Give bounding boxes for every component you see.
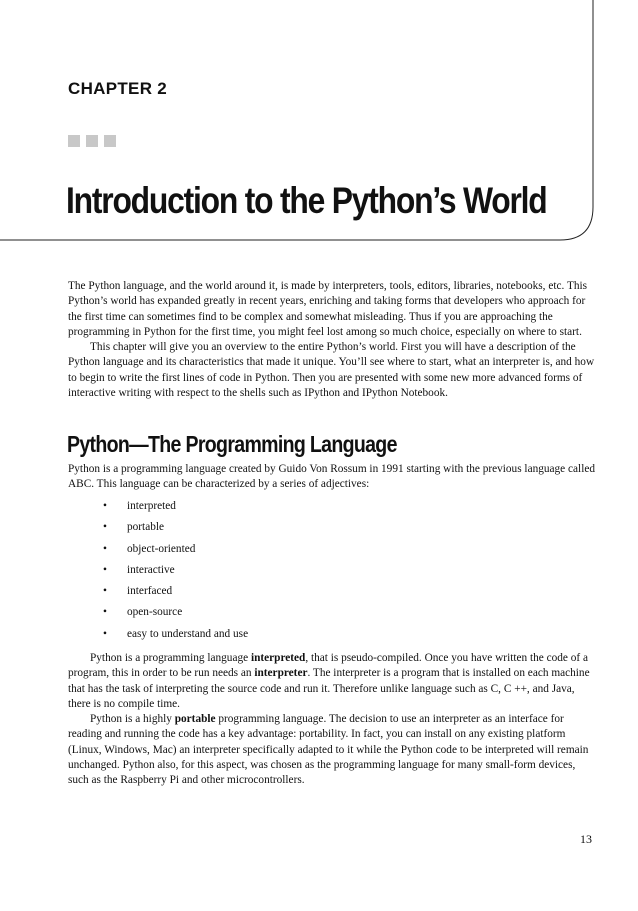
intro-paragraph: This chapter will give you an overview to the entire Python’s world. First you will have a description of the Python language and its characteristics that made it unique. You’ll see where to start, what an interpreter is, and how to begin to write the first lines of code in Python. Then you are presented with some new more advanced forms of interactive writing with respect to the shells such as IPython and IPython Notebook. [68, 341, 595, 400]
emphasis-term: portable [174, 713, 216, 726]
list-item [103, 500, 248, 521]
list-item [103, 606, 248, 627]
interpreted-paragraph [68, 651, 596, 712]
bullet-icon: • [103, 521, 107, 534]
list-item-label: open-source [127, 606, 183, 619]
section-intro-text [68, 462, 596, 493]
list-item-label: interactive [127, 563, 175, 576]
list-item [103, 521, 248, 542]
portable-paragraph [68, 712, 596, 788]
text-run: . The interpreter is a program that is installed on each machine that has the task of interpreting the source code and run it. Therefore unlike language such as C, C ++, and Java, there is no compile time. [68, 667, 590, 710]
emphasis-term: interpreted [250, 652, 306, 664]
section-intro-paragraph: Python is a programming language created by Guido Von Rossum in 1991 starting with the previous language called ABC. This language can be characterized by a series of adjectives: [68, 463, 595, 491]
bullet-icon: • [103, 500, 107, 512]
list-item [103, 543, 248, 564]
list-item-label: interpreted [127, 500, 176, 512]
intro-paragraph: The Python language, and the world around it, is made by interpreters, tools, editors, libraries, notebooks, etc. This Python’s world has expanded greatly in recent years, enriching and taking forms that developers who approach for the first time can sometimes find to be complex and somewhat misleading. Thus if you are approaching the programming in Python for the first time, you might feel lost among so much choice, especially on where to start. [68, 280, 588, 338]
bullet-icon: • [103, 563, 107, 576]
ornament-square [104, 135, 116, 147]
section-body-text [68, 651, 596, 789]
bullet-icon: • [103, 542, 107, 555]
text-run: programming language. The decision to use an interpreter as an interface for reading and running the code has a key advantage: portability. In fact, you can install on any existing platform (Linux, Windows, Mac) an interpreter specifically adapted to it while the Python code to be interpreted will remain unchanged. Python also, for this aspect, was chosen as the programming language for many small-form devices, such as the Raspberry Pi and other microcontrollers. [68, 713, 589, 787]
list-item [103, 628, 248, 649]
text-run: Python is a highly [90, 713, 175, 726]
bullet-icon: • [103, 585, 107, 598]
adjective-list [103, 500, 248, 649]
list-item [103, 564, 248, 585]
bullet-icon: • [103, 627, 107, 640]
chapter-label: CHAPTER 2 [68, 79, 168, 98]
bullet-icon: • [103, 606, 107, 619]
emphasis-term: interpreter [254, 667, 308, 680]
section-heading: Python—The Programming Language [67, 431, 397, 457]
list-item-label: interfaced [127, 585, 173, 598]
list-item-label: object-oriented [127, 542, 196, 555]
chapter-title: Introduction to the Python’s World [66, 180, 547, 221]
list-item-label: easy to understand and use [127, 627, 249, 640]
text-run: Python is a programming language [90, 652, 251, 664]
ornament-square [68, 135, 80, 147]
text-run: , that is pseudo-compiled. Once you have written the code of a program, this in order to be run needs an [68, 652, 588, 680]
list-item-label: portable [127, 521, 165, 534]
page-number: 13 [580, 832, 592, 846]
ornament-square [86, 135, 98, 147]
chapter-ornament [68, 135, 116, 147]
list-item [103, 585, 248, 606]
intro-text [68, 279, 596, 401]
